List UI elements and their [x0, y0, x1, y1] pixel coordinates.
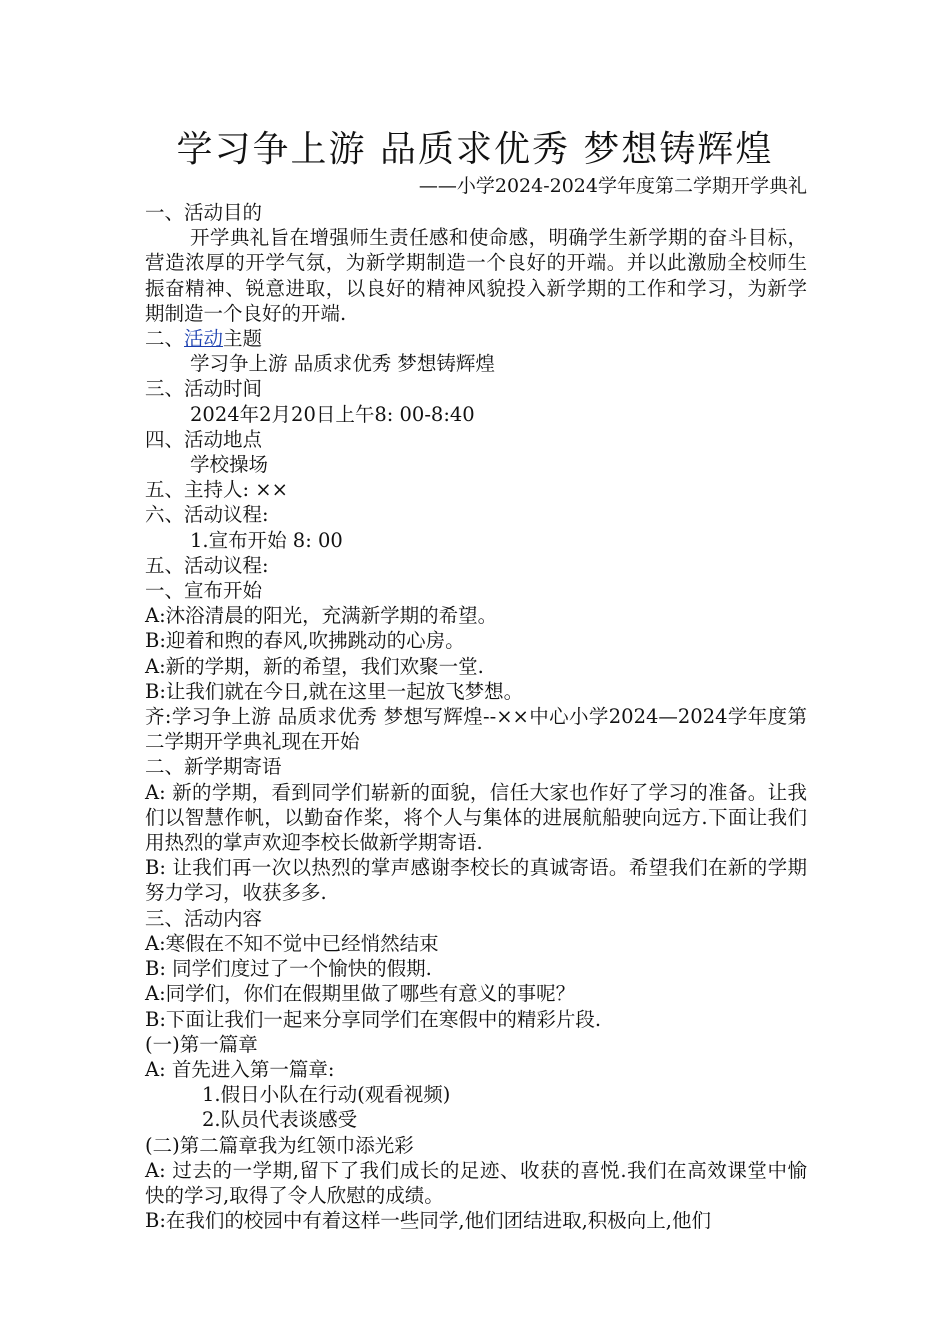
section-heading-agenda: 六、活动议程: — [145, 503, 269, 527]
chapter-two-paragraph-b: B:在我们的校园中有着这样一些同学,他们团结进取,积极向上,他们 — [145, 1209, 711, 1233]
message-paragraph-a: A: 新的学期，看到同学们崭新的面貌，信任大家也作好了学习的准备。让我们以智慧作帆，以勤奋作桨，将个人与集体的进展航船驶向远方.下面让我们用热烈的掌声欢迎李校长做新学期寄语. — [145, 780, 807, 855]
chapter-one-intro: A: 首先进入第一篇章: — [145, 1057, 335, 1081]
theme-heading-suffix: 主题 — [223, 327, 263, 351]
section-heading-time: 三、活动时间 — [145, 377, 263, 401]
chapter-one-item: 1.假日小队在行动(观看视频) — [202, 1083, 451, 1107]
chapter-two-heading: (二)第二篇章我为红领巾添光彩 — [145, 1133, 414, 1157]
agenda-item: 1.宣布开始 8: 00 — [190, 528, 343, 552]
section-heading-location: 四、活动地点 — [145, 427, 263, 451]
message-paragraph-b: B: 让我们再一次以热烈的掌声感谢李校长的真诚寄语。希望我们在新的学期努力学习，收获多多. — [145, 856, 807, 905]
chapter-two-paragraph-a: A: 过去的一学期,留下了我们成长的足迹、收获的喜悦.我们在高效课堂中愉快的学习,取得了令人欣慰的成绩。 — [145, 1158, 807, 1207]
theme-text: 学习争上游 品质求优秀 梦想铸辉煌 — [190, 352, 495, 376]
chapter-one-item: 2.队员代表谈感受 — [202, 1108, 358, 1132]
activity-link[interactable]: 活动 — [184, 327, 224, 351]
opening-line: B:迎着和煦的春风,吹拂跳动的心房。 — [145, 629, 465, 653]
part-heading-message: 二、新学期寄语 — [145, 755, 282, 779]
part-heading-content: 三、活动内容 — [145, 906, 263, 930]
document-subtitle: ——小学2024-2024学年度第二学期开学典礼 — [418, 175, 807, 197]
opening-line: A:新的学期，新的希望，我们欢聚一堂. — [145, 654, 484, 678]
location-text: 学校操场 — [190, 453, 269, 477]
section-heading-theme — [145, 326, 807, 351]
theme-heading-prefix: 二、 — [145, 327, 185, 351]
section-heading-agenda-detail: 五、活动议程: — [145, 553, 269, 577]
content-line: B:下面让我们一起来分享同学们在寒假中的精彩片段. — [145, 1007, 602, 1031]
opening-line: A:沐浴清晨的阳光，充满新学期的希望。 — [145, 604, 498, 628]
time-text: 2024年2月20日上午8: 00-8:40 — [190, 402, 475, 426]
purpose-paragraph: 开学典礼旨在增强师生责任感和使命感，明确学生新学期的奋斗目标，营造浓厚的开学气氛，为新学期制造一个良好的开端。并以此激励全校师生振奋精神、锐意进取，以良好的精神风貌投入新学期的工作和学习，为新学期制造一个良好的开端. — [145, 226, 807, 325]
part-heading-opening: 一、宣布开始 — [145, 579, 263, 603]
document-title: 学习争上游 品质求优秀 梦想铸辉煌 — [176, 129, 774, 170]
chapter-one-heading: (一)第一篇章 — [145, 1032, 258, 1056]
opening-joint-line: 齐:学习争上游 品质求优秀 梦想写辉煌--××中心小学2024—2024学年度第二学期开学典礼现在开始 — [145, 705, 807, 754]
content-line: A:同学们，你们在假期里做了哪些有意义的事呢？ — [145, 982, 576, 1006]
content-line: A:寒假在不知不觉中已经悄然结束 — [145, 931, 439, 955]
section-heading-host: 五、主持人: ×× — [145, 478, 288, 502]
content-line: B: 同学们度过了一个愉快的假期. — [145, 957, 432, 981]
opening-line: B:让我们就在今日,就在这里一起放飞梦想。 — [145, 679, 524, 703]
document-body — [145, 200, 807, 1233]
section-heading-purpose: 一、活动目的 — [145, 201, 263, 224]
